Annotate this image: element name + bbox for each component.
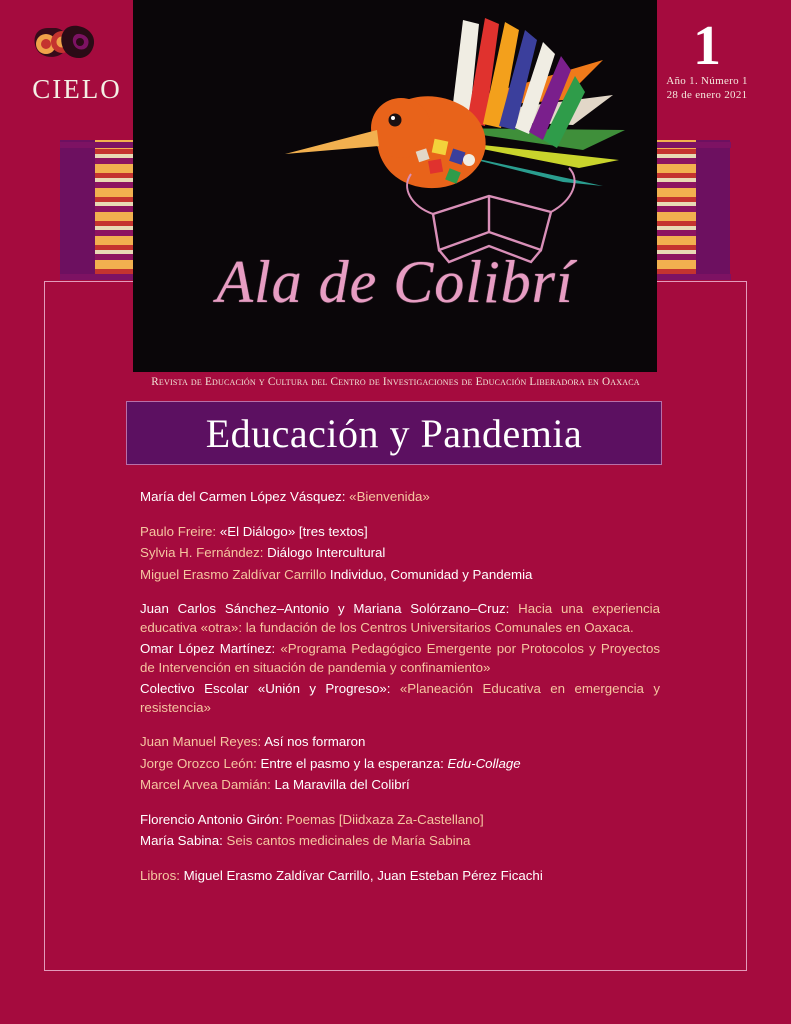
toc-entry-title: «El Diálogo» [tres textos]: [219, 523, 368, 539]
toc-entry-author: Jorge Orozco León:: [140, 755, 261, 771]
issue-date: 28 de enero 2021: [666, 89, 748, 101]
toc-entry-author: Omar López Martínez:: [140, 641, 281, 656]
toc-entry[interactable]: [140, 640, 660, 677]
band-stripes-right: [652, 140, 696, 280]
toc-entry-title: Hacia una experiencia educativa «otra»: la fundación de los Centros Universitarios Comunales en Oaxaca.: [140, 601, 661, 635]
issue-number: 1: [693, 15, 721, 77]
toc-entry-title: La Maravilla del Colibrí: [274, 777, 410, 792]
toc-entry[interactable]: [140, 776, 660, 795]
toc-entry[interactable]: [140, 680, 660, 717]
masthead-script-title: Ala de Colibrí: [216, 249, 574, 315]
toc-entry-author: Sylvia H. Fernández:: [140, 545, 268, 560]
topic-bar: [126, 401, 662, 465]
toc-entry-author: Miguel Erasmo Zaldívar Carrillo: [140, 566, 330, 582]
toc-entry-title: Diálogo Intercultural: [267, 545, 386, 560]
toc-group: [140, 488, 660, 507]
toc-entry-author: Juan Carlos Sánchez–Antonio y Mariana Solórzano–Cruz:: [140, 601, 519, 616]
toc-group: [140, 733, 660, 795]
toc-entry-author: María Sabina:: [140, 833, 227, 848]
cielo-logo: [22, 20, 132, 105]
toc-entry-title: Entre el pasmo y la esperanza:: [260, 755, 448, 771]
masthead-subtitle: Revista de Educación y Cultura del Centro de Investigaciones de Educación Liberadora en Oaxaca: [151, 376, 640, 388]
toc-group: [140, 523, 660, 585]
issue-info: [647, 15, 767, 102]
toc-entry-author: Juan Manuel Reyes:: [140, 734, 265, 749]
toc-entry[interactable]: [140, 600, 660, 637]
masthead-panel: [133, 0, 657, 372]
issue-year-number: Año 1. Número 1: [666, 75, 748, 87]
cielo-spiral-logo-icon: [22, 20, 132, 72]
toc-entry[interactable]: [140, 755, 660, 774]
toc-entry[interactable]: [140, 523, 660, 542]
toc-entry[interactable]: [140, 811, 660, 830]
toc-entry-author: María del Carmen López Vásquez:: [140, 489, 350, 504]
toc-entry[interactable]: [140, 566, 660, 585]
toc-entry-title: Edu-Collage: [447, 755, 521, 771]
toc-entry[interactable]: [140, 488, 660, 507]
topic-bar-title: Educación y Pandemia: [205, 410, 583, 456]
toc-entry[interactable]: [140, 867, 660, 886]
toc-entry-title: Seis cantos medicinales de María Sabina: [226, 833, 471, 848]
toc-entry-title: Individuo, Comunidad y Pandemia: [329, 566, 533, 582]
toc-entry[interactable]: [140, 544, 660, 563]
toc-entry-author: Marcel Arvea Damián:: [140, 777, 275, 792]
toc-entry-title: «Bienvenida»: [349, 489, 430, 504]
table-of-contents: [140, 488, 660, 901]
toc-entry[interactable]: [140, 832, 660, 851]
toc-entry-author: Florencio Antonio Girón:: [140, 811, 287, 827]
toc-group: [140, 600, 660, 717]
toc-entry-title: «Programa Pedagógico Emergente por Protocolos y Proyectos de Intervención en situación de pandemia y confinamiento»: [140, 641, 660, 675]
toc-entry[interactable]: [140, 733, 660, 752]
toc-entry-author: Libros:: [140, 867, 184, 883]
toc-entry-title: Así nos formaron: [264, 734, 366, 749]
toc-entry-title: Poemas [Diidxaza Za-Castellano]: [286, 811, 484, 827]
toc-entry-author: Colectivo Escolar «Unión y Progreso»:: [140, 681, 400, 696]
toc-group: [140, 867, 660, 886]
cielo-logo-label: CIELO: [32, 74, 122, 104]
toc-entry-title: Miguel Erasmo Zaldívar Carrillo, Juan Esteban Pérez Ficachi: [183, 867, 543, 883]
toc-group: [140, 811, 660, 851]
toc-entry-title: «Planeación Educativa en emergencia y resistencia»: [140, 681, 661, 715]
toc-entry-author: Paulo Freire:: [140, 523, 220, 539]
